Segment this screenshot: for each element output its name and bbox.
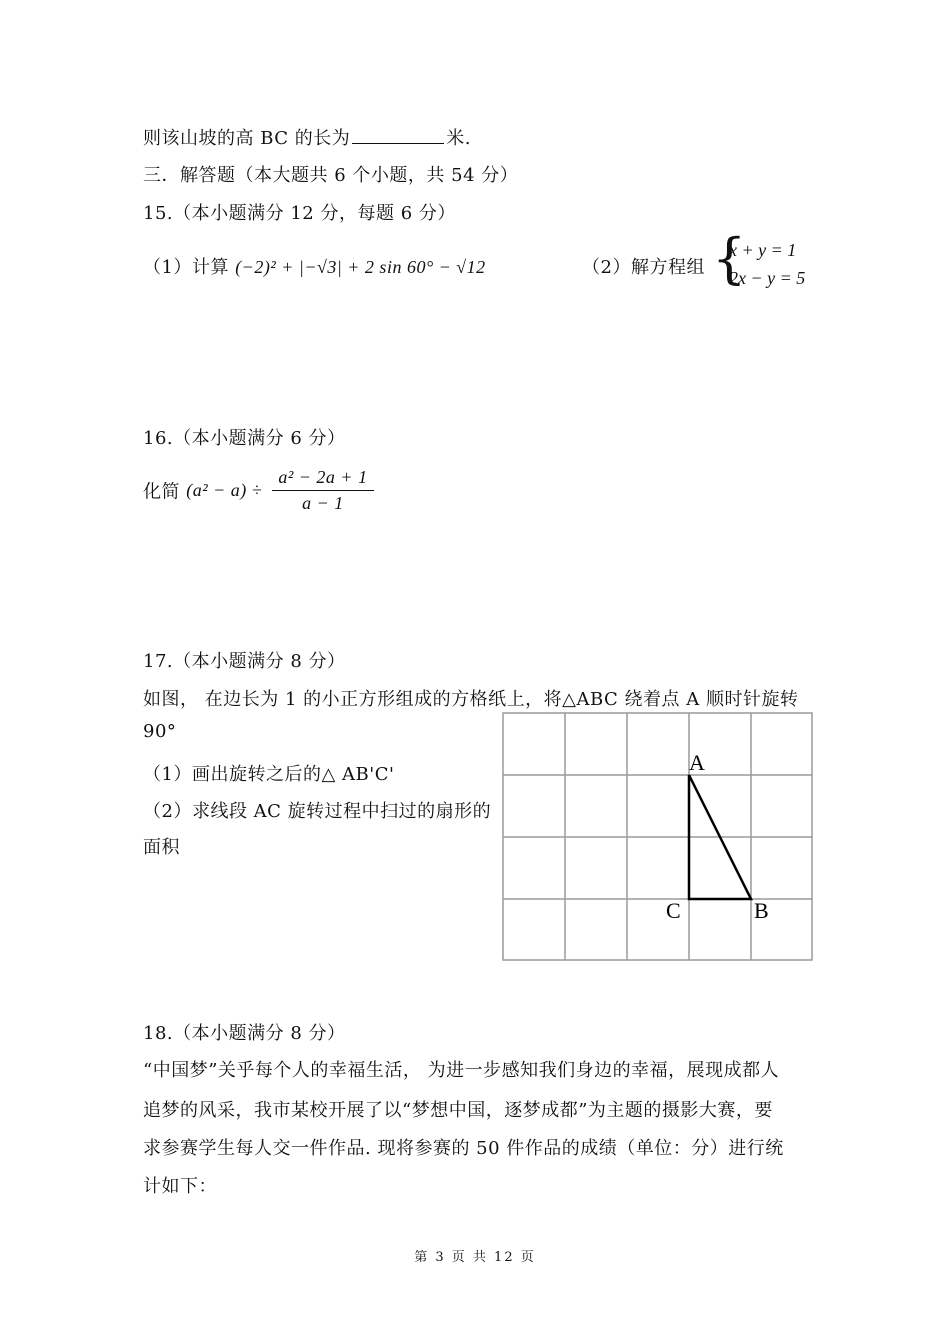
q17-part2-line2: 面积 bbox=[143, 837, 180, 858]
q15-part2-label: （2）解方程组 bbox=[582, 257, 705, 278]
q16-header: 16.（本小题满分 6 分） bbox=[143, 428, 346, 449]
point-b-label: B bbox=[754, 898, 769, 923]
q17-line2: 90° bbox=[143, 721, 177, 742]
equation-1: x + y = 1 bbox=[729, 240, 797, 260]
q18-line1: “中国梦”关乎每个人的幸福生活， 为进一步感知我们身边的幸福，展现成都人 bbox=[143, 1060, 780, 1081]
q18-line2: 追梦的风采，我市某校开展了以“梦想中国，逐梦成都”为主题的摄影大赛，要 bbox=[143, 1100, 773, 1121]
q16-numerator: a² − 2a + 1 bbox=[272, 467, 373, 491]
q17-part2-line1: （2）求线段 AC 旋转过程中扫过的扇形的 bbox=[143, 801, 492, 822]
q18-line3: 求参赛学生每人交一件作品. 现将参赛的 50 件作品的成绩（单位：分）进行统 bbox=[143, 1138, 784, 1159]
q17-header: 17.（本小题满分 8 分） bbox=[143, 651, 346, 672]
answer-blank bbox=[352, 127, 444, 144]
q16-label: 化简 bbox=[143, 481, 180, 503]
q17-line1: 如图， 在边长为 1 的小正方形组成的方格纸上，将△ABC 绕着点 A 顺时针旋转 bbox=[143, 689, 799, 710]
point-c-label: C bbox=[666, 898, 681, 923]
grid-figure bbox=[502, 712, 814, 962]
q17-part1: （1）画出旋转之后的△ AB'C' bbox=[143, 764, 395, 785]
q16-lhs: (a² − a) ÷ bbox=[186, 480, 263, 500]
q18-line4: 计如下： bbox=[143, 1176, 217, 1197]
section-title: 三．解答题（本大题共 6 个小题，共 54 分） bbox=[143, 165, 519, 186]
prev-question-tail bbox=[143, 124, 471, 150]
page-footer: 第 3 页 共 12 页 bbox=[414, 1250, 536, 1265]
q15-part1-expression: (−2)² + |−√3| + 2 sin 60° − √12 bbox=[235, 257, 486, 277]
q16-denominator: a − 1 bbox=[302, 493, 344, 513]
q15-header: 15.（本小题满分 12 分，每题 6 分） bbox=[143, 203, 456, 224]
prev-text-after: 米. bbox=[446, 128, 472, 149]
q16-expression bbox=[143, 467, 374, 514]
prev-text-before: 则该山坡的高 BC 的长为 bbox=[143, 128, 351, 149]
q15-part1 bbox=[143, 253, 486, 279]
q18-header: 18.（本小题满分 8 分） bbox=[143, 1023, 346, 1044]
q16-fraction bbox=[272, 467, 373, 514]
point-a-label: A bbox=[689, 750, 705, 775]
system-brace: { bbox=[712, 227, 747, 290]
q15-part1-label: （1）计算 bbox=[143, 257, 229, 278]
equation-2: 2x − y = 5 bbox=[729, 268, 806, 288]
